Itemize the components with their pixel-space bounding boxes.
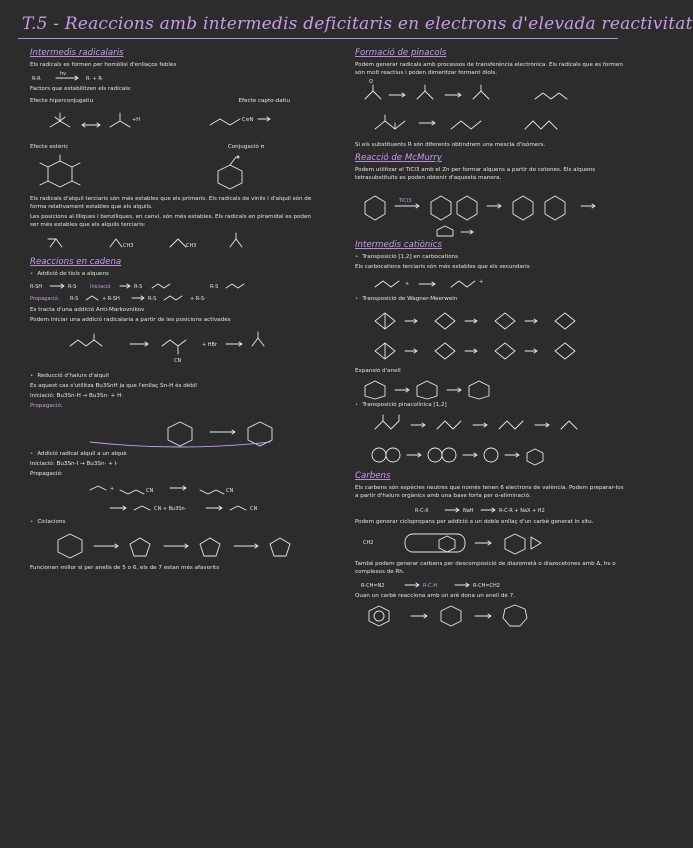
cyclization-scheme (30, 528, 320, 562)
svg-text:CH2: CH2 (363, 540, 374, 546)
svg-text:Propagació:: Propagació: (30, 296, 60, 302)
svg-text:R-CH=CH2: R-CH=CH2 (473, 583, 500, 589)
text-carbenes-desc: Els carbens són espècies neutres que només tenen 6 electrons de valència. Podem preparar-los a partir d'halurs orgànics amb una base forta per α-eliminació. (355, 485, 624, 499)
wagner-meerwein-scheme (355, 305, 625, 365)
right-column (355, 44, 625, 628)
title-underline (18, 38, 618, 39)
svg-text:R-CH=N2: R-CH=N2 (361, 583, 385, 589)
svg-text:CN + Bu3Sn·: CN + Bu3Sn· (154, 506, 187, 512)
text-stabilizing-factors: Factors que estabilitzen els radicals: (30, 86, 132, 92)
text-pinacol-isomers: Si els substituents R són diferents obtindrem una mescla d'isòmers. (355, 142, 546, 148)
pinacol-rearrangement-scheme (355, 411, 625, 467)
homolysis-equation (30, 71, 170, 83)
cyclopropanation-scheme (355, 528, 625, 558)
svg-text:hν: hν (60, 71, 66, 77)
svg-text:R-Ċ-R + NaX + H2: R-Ċ-R + NaX + H2 (499, 508, 545, 514)
label-hyperconjugation: Efecte hiperconjugatiu (30, 98, 94, 104)
text-carbocation-stability: Els carbocations terciaris són més estables que els secundaris (355, 264, 530, 270)
svg-text:+: + (479, 279, 484, 285)
text-tin-hydride: Es aquest cas s'utilitza Bu3SnH ja que l'enllaç Sn-H és dèbil (30, 383, 197, 389)
svg-text:+ R-S·: + R-S· (190, 296, 206, 302)
svg-text:R-S·: R-S· (68, 284, 78, 290)
svg-text:R· + R·: R· + R· (86, 76, 104, 82)
alkyl-addition-scheme (30, 480, 320, 516)
heading-cationic: Intermedis catiònics (355, 240, 442, 250)
bullet-thiol-addition: • Addició de tiols a alquens (30, 270, 320, 278)
svg-text:R-S: R-S (70, 296, 79, 302)
label-propagation-2: Propagació: (30, 403, 63, 409)
svg-text:+: + (405, 281, 410, 287)
svg-text:R-Ċ-H: R-Ċ-H (423, 583, 438, 589)
bullet-alkyl-halide-reduction: • Reducció d'halurs d'alquil (30, 372, 320, 380)
svg-text:C≡N: C≡N (242, 117, 254, 123)
svg-text:+: + (110, 486, 115, 492)
steric-conjugation-structures (30, 153, 320, 193)
hydride-shift-scheme (355, 273, 625, 293)
tin-reduction-cycle (30, 412, 320, 448)
label-pi-conjugation: Conjugació π (227, 144, 264, 150)
diazo-equation (355, 578, 625, 590)
svg-text:+H: +H (132, 117, 140, 123)
text-initiation-2: Iniciació: Bu3Sn-H → Bu3Sn· + H· (30, 393, 124, 399)
svg-text:R-R: R-R (32, 76, 41, 82)
svg-text:CN: CN (174, 358, 182, 364)
svg-text:CN: CN (146, 488, 154, 494)
svg-text:R-Ċ-X: R-Ċ-X (415, 508, 429, 514)
svg-text:Iniciació: Iniciació (90, 284, 111, 290)
hyperconjugation-structures (30, 107, 320, 141)
heading-pinacol: Formació de pinacols (355, 48, 447, 58)
heading-chain-reactions: Reaccions en cadena (30, 257, 122, 267)
bullet-pinacol-rearrangement: • Transposició pinacolínica [1,2] (355, 401, 625, 409)
bullet-wagner-meerwein: • Transposició de Wagner-Meerwein (355, 295, 625, 303)
svg-text:+ HBr: + HBr (202, 342, 218, 348)
text-carbene-arene: Quan un carbè reacciona amb un arè dona un anell de 7. (355, 593, 515, 599)
svg-text:CN: CN (250, 506, 258, 512)
svg-text:R-S: R-S (210, 284, 219, 290)
text-diazo: També podem generar carbens per descomposició de diazometà o diazocetones amb Δ, hν o complexos de Rh. (355, 561, 616, 575)
text-mcmurry-desc: Podem utilitzar el TiCl3 amb el Zn per formar alquens a partir de cetones. Els alquens tetrasubstituïts es poden obtenir d'aquesta manera. (355, 167, 596, 181)
page-title: T.5 - Reaccions amb intermedis deficitaris en electrons d'elevada reactivitat (22, 14, 693, 34)
ring-expansion-scheme (355, 377, 625, 399)
bullet-cyclizations: • Ciclacions (30, 518, 320, 526)
alpha-elimination-equation (355, 502, 625, 516)
svg-text:CH3: CH3 (123, 243, 134, 249)
text-initiation-3: Iniciació: Bu3Sn-I → Bu3Sn· + I· (30, 461, 118, 467)
left-column (30, 44, 320, 574)
text-ring-size-note: Funcionen millor si per anells de 5 o 6, els de 7 estan més afavorits (30, 565, 220, 571)
svg-text:CN: CN (226, 488, 234, 494)
svg-text:+ R-SH: + R-SH (102, 296, 120, 302)
svg-text:TiCl3: TiCl3 (399, 198, 412, 204)
svg-text:R-S: R-S (134, 284, 143, 290)
text-pinacol-desc: Podem generar radicals amb processos de transferència electrònica. Els radicals que es formen són molt reactius i poden dimeritzar formant diols. (355, 62, 623, 76)
bullet-12-shift: • Transposició [1,2] en carbocations (355, 253, 625, 261)
label-captodative: Efecte capto-datiu (238, 98, 290, 104)
thiol-initiation (30, 280, 320, 292)
activated-position-examples (30, 326, 320, 370)
heading-radical-intermediates: Intermedis radicalaris (30, 48, 124, 58)
svg-text:R-SH: R-SH (30, 284, 43, 290)
text-radical-stability: Els radicals d'alquil terciaris són més estables que els primaris. Els radicals de vinils i d'alquil són de forma relativament estables que els alquils. (30, 196, 312, 210)
heading-carbenes: Carbens (355, 471, 391, 481)
svg-text:CH3: CH3 (186, 243, 197, 249)
label-steric: Efecte estèric (30, 144, 69, 150)
thiol-propagation (30, 292, 320, 304)
text-activated-positions: Podem iniciar una addició radicalaria a partir de les posicions activades (30, 317, 231, 323)
text-radical-formation: Els radicals es formen per homòlisi d'enllaços febles (30, 62, 177, 68)
text-ring-expansion: Expansió d'anell (355, 368, 401, 374)
ring-expansion-arene-scheme (355, 602, 625, 628)
radical-series (30, 231, 320, 253)
svg-text:R-S: R-S (148, 296, 157, 302)
svg-text:O: O (369, 79, 373, 85)
pinacol-scheme (355, 79, 625, 139)
bullet-alkyl-addition: • Addició radical alquil a un alquè (30, 450, 320, 458)
text-allylic-benzylic: Les posicions al·líliques i benzíliques, en canvi, són més estables. Els radicals en piramidal es poden ser més estables que els alquils terciaris: (30, 214, 311, 228)
mcmurry-scheme (355, 184, 625, 236)
heading-mcmurry: Reacció de McMurry (355, 153, 442, 163)
text-cyclopropanation: Podem generar ciclopropans per addició a un doble enllaç d'un carbè generat in situ. (355, 519, 594, 525)
svg-text:NaH: NaH (463, 508, 474, 514)
text-anti-markovnikov: Es tracta d'una addició Anti-Markovnikov (30, 307, 145, 313)
label-propagation-3: Propagació: (30, 471, 63, 477)
